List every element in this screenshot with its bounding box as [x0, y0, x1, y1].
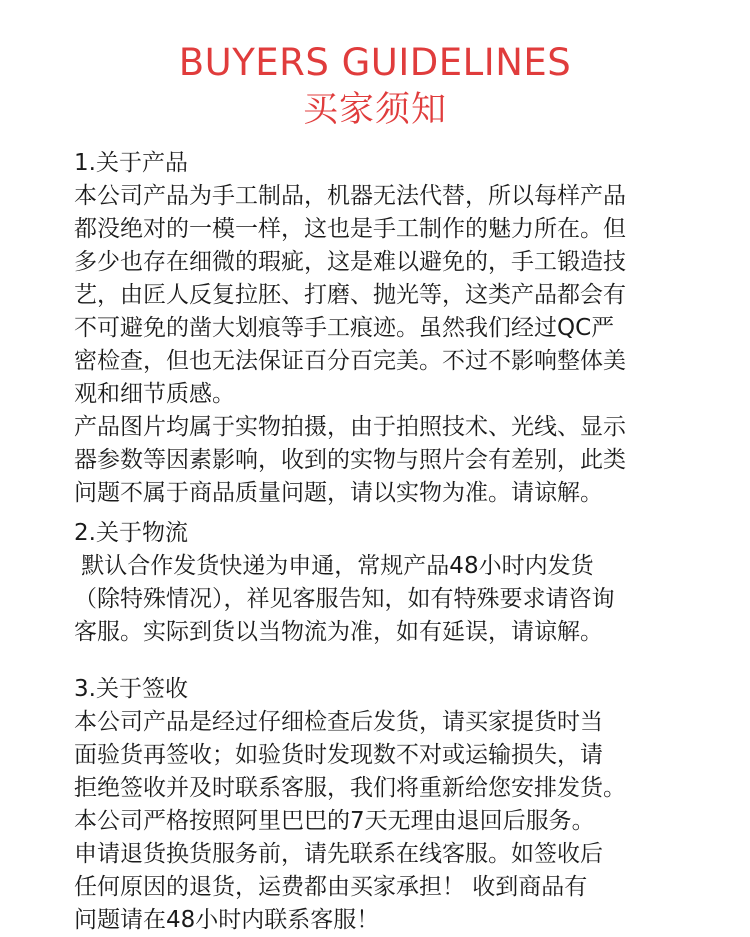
body-line: 拒绝签收并及时联系客服，我们将重新给您安排发货。 [74, 775, 626, 801]
title-english: BUYERS GUIDELINES [178, 41, 572, 84]
body-line: 申请退货换货服务前，请先联系在线客服。如签收后 [74, 841, 603, 867]
section-heading: 1.关于产品 [74, 150, 188, 176]
body-line: 器参数等因素影响，收到的实物与照片会有差别，此类 [74, 447, 626, 473]
body-line: 不可避免的凿大划痕等手工痕迹。虽然我们经过QC严 [74, 315, 615, 341]
body-line: 问题请在48小时内联系客服！ [74, 907, 380, 933]
body-line: 客服。实际到货以当物流为准，如有延误，请谅解。 [74, 619, 603, 645]
body-line: 问题不属于商品质量问题，请以实物为准。请谅解。 [74, 480, 603, 506]
section-heading: 3.关于签收 [74, 676, 188, 702]
body-line: 默认合作发货快递为申通，常规产品48小时内发货 [74, 553, 594, 579]
section-logistics [74, 517, 694, 649]
body-line: 本公司严格按照阿里巴巴的7天无理由退回后服务。 [74, 808, 595, 834]
body-line: 本公司产品是经过仔细检查后发货，请买家提货时当 [74, 709, 603, 735]
body-line: 任何原因的退货，运费都由买家承担！ 收到商品有 [74, 874, 588, 900]
body-line: 密检查，但也无法保证百分百完美。不过不影响整体美 [74, 348, 626, 374]
body-line: 多少也存在细微的瑕疵，这是难以避免的，手工锻造技 [74, 249, 626, 275]
body-line: （除特殊情况），祥见客服告知，如有特殊要求请咨询 [74, 586, 615, 612]
section-heading: 2.关于物流 [74, 520, 188, 546]
title-chinese: 买家须知 [302, 90, 447, 130]
body-line: 艺，由匠人反复拉胚、打磨、抛光等，这类产品都会有 [74, 282, 626, 308]
body-line: 产品图片均属于实物拍摄，由于拍照技术、光线、显示 [74, 414, 626, 440]
body-line: 都没绝对的一模一样，这也是手工制作的魅力所在。但 [74, 216, 626, 242]
body-line: 观和细节质感。 [74, 381, 235, 407]
section-product [74, 147, 694, 510]
section-receipt [74, 673, 694, 937]
body-line: 本公司产品为手工制品，机器无法代替，所以每样产品 [74, 183, 626, 209]
body-line: 面验货再签收；如验货时发现数不对或运输损失，请 [74, 742, 603, 768]
